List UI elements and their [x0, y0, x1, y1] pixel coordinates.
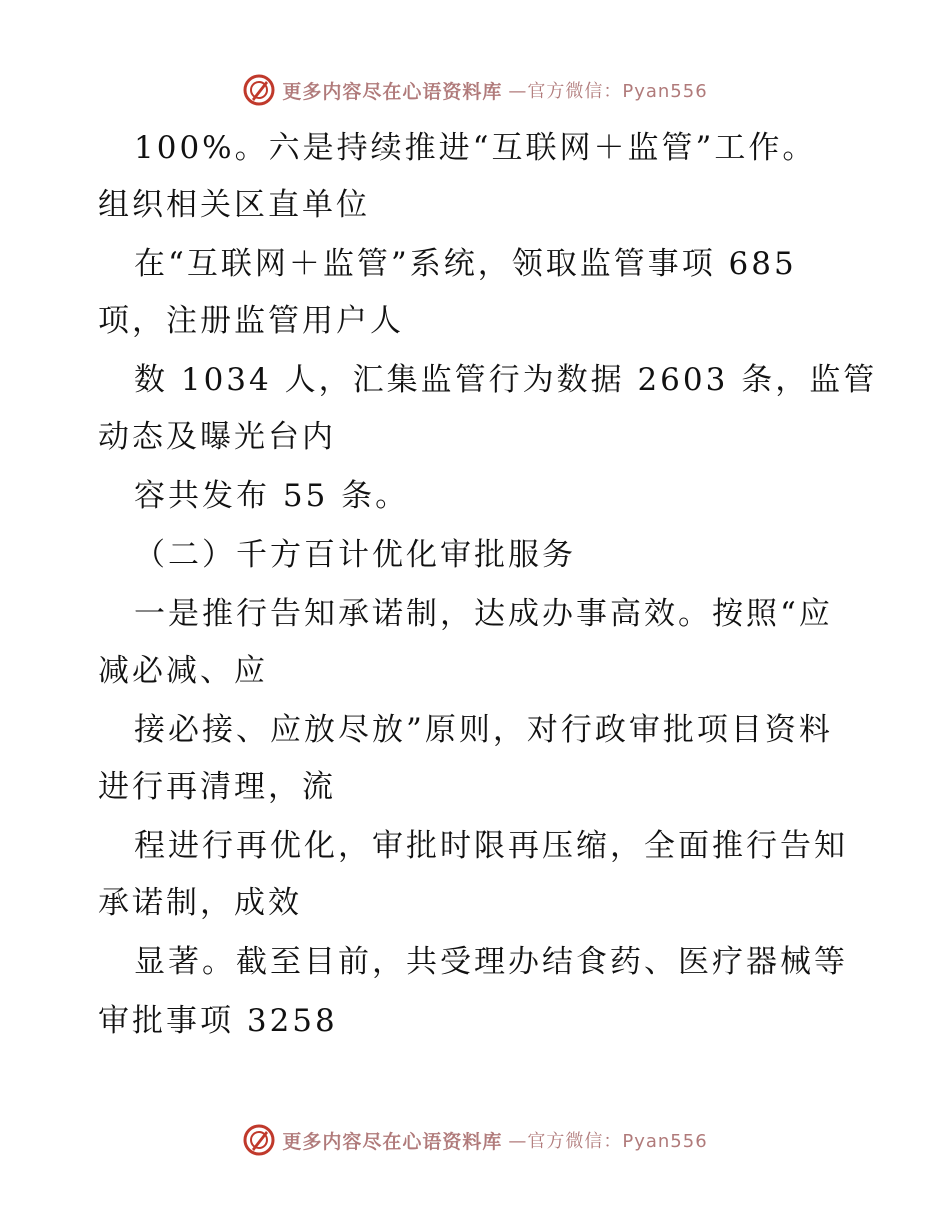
- header-watermark: [0, 72, 950, 108]
- text-line: 项，注册监管用户人: [98, 303, 404, 339]
- footer-watermark-inner: [242, 1123, 707, 1157]
- text-line: 程进行再优化，审批时限再压缩，全面推行告知: [134, 828, 848, 864]
- text-line: 审批事项 3258: [98, 1003, 338, 1039]
- text-line: 承诺制，成效: [98, 885, 302, 921]
- watermark-main-text: 更多内容尽在心语资料库: [282, 1130, 503, 1153]
- text-line: 组织相关区直单位: [98, 187, 370, 223]
- text-line: 进行再清理，流: [98, 769, 336, 805]
- text-line: 数 1034 人，汇集监管行为数据 2603 条，监管: [134, 362, 878, 398]
- text-line: 一是推行告知承诺制，达成办事高效。按照“应: [134, 596, 833, 632]
- text-line: 显著。截至目前，共受理办结食药、医疗器械等: [134, 944, 848, 980]
- watermark-sub-text: —官方微信：Pyan556: [508, 1131, 708, 1152]
- header-watermark-inner: [242, 73, 707, 107]
- logo-icon: [242, 1123, 276, 1157]
- watermark-main-text: 更多内容尽在心语资料库: [282, 80, 503, 103]
- text-line: 容共发布 55 条。: [134, 478, 410, 514]
- text-line: 接必接、应放尽放”原则，对行政审批项目资料: [134, 712, 833, 748]
- text-line: 动态及曝光台内: [98, 419, 336, 455]
- section-heading: （二）千方百计优化审批服务: [134, 537, 576, 573]
- watermark-sub-text: —官方微信：Pyan556: [508, 81, 708, 102]
- logo-icon: [242, 73, 276, 107]
- text-line: 100%。六是持续推进“互联网＋监管”工作。: [134, 130, 817, 166]
- footer-watermark: [0, 1122, 950, 1158]
- text-line: 在“互联网＋监管”系统，领取监管事项 685: [134, 246, 797, 282]
- text-line: 减必减、应: [98, 653, 268, 689]
